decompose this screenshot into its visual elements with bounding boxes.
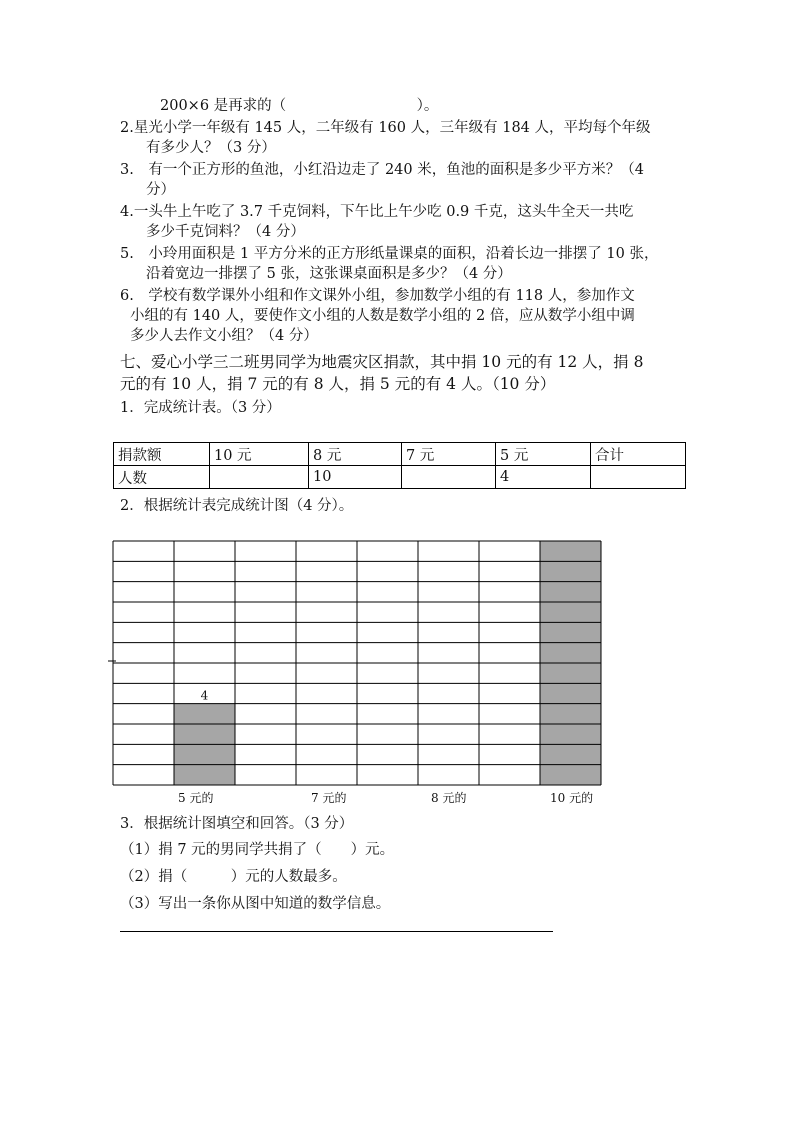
table-cell: 人数 bbox=[114, 466, 210, 489]
question-6-line-3: 多少人去作文小组？（4 分） bbox=[130, 328, 318, 344]
question-1-tail: 200×6 是再求的（ ）。 bbox=[160, 98, 439, 114]
question-3-2: （2）捐（ ）元的人数最多。 bbox=[120, 869, 347, 885]
data-label: 4 bbox=[200, 688, 209, 703]
table-cell: 10 元 bbox=[210, 443, 309, 466]
section-7-line-1: 七、爱心小学三二班男同学为地震灾区捐款，其中捐 10 元的有 12 人，捐 8 bbox=[120, 353, 644, 371]
question-3-1: （1）捐 7 元的男同学共捐了（ ）元。 bbox=[120, 842, 395, 858]
table-cell: 5 元 bbox=[496, 443, 591, 466]
question-5-line-2: 沿着宽边一排摆了 5 张，这张课桌面积是多少？（4 分） bbox=[146, 266, 512, 282]
question-6-line-1: 6. 学校有数学课外小组和作文课外小组，参加数学小组的有 118 人，参加作文 bbox=[120, 288, 635, 304]
x-axis-label: 5 元的 bbox=[178, 791, 214, 805]
table-cell bbox=[402, 466, 496, 489]
section-7-line-2: 元的有 10 人，捐 7 元的有 8 人，捐 5 元的有 4 人。（10 分） bbox=[120, 375, 556, 393]
question-6-line-2: 小组的有 140 人，要使作文小组的人数是数学小组的 2 倍，应从数学小组中调 bbox=[130, 308, 635, 324]
x-axis-label: 10 元的 bbox=[550, 791, 594, 805]
question-4-line-2: 多少千克饲料？（4 分） bbox=[146, 224, 305, 240]
statistics-table bbox=[113, 442, 686, 489]
table-cell: 合计 bbox=[591, 443, 686, 466]
table-cell bbox=[591, 466, 686, 489]
section-7-task-2: 2．根据统计表完成统计图（4 分）。 bbox=[120, 498, 354, 514]
question-5-line-1: 5. 小玲用面积是 1 平方分米的正方形纸量课桌的面积，沿着长边一排摆了 10 张， bbox=[120, 246, 659, 262]
x-axis-label: 7 元的 bbox=[311, 791, 347, 805]
question-4-line-1: 4.一头牛上午吃了 3.7 千克饲料，下午比上午少吃 0.9 千克，这头牛全天一共吃 bbox=[120, 204, 634, 220]
table-header-row bbox=[114, 443, 686, 466]
table-cell: 10 bbox=[309, 466, 402, 489]
table-cell: 4 bbox=[496, 466, 591, 489]
question-3-line-1: 3. 有一个正方形的鱼池，小红沿边走了 240 米，鱼池的面积是多少平方米？（4 bbox=[120, 162, 644, 178]
table-cell: 7 元 bbox=[402, 443, 496, 466]
table-cell bbox=[210, 466, 309, 489]
x-axis-label: 8 元的 bbox=[431, 791, 467, 805]
section-7-task-1: 1．完成统计表。（3 分） bbox=[120, 400, 281, 416]
question-3-line-2: 分） bbox=[146, 182, 175, 198]
question-2-line-2: 有多少人？（3 分） bbox=[146, 140, 276, 156]
table-cell: 8 元 bbox=[309, 443, 402, 466]
question-2-line-1: 2.星光小学一年级有 145 人，二年级有 160 人，三年级有 184 人，平均每个年级 bbox=[120, 120, 651, 136]
section-7-task-3: 3．根据统计图填空和回答。（3 分） bbox=[120, 816, 354, 832]
question-3-3: （3）写出一条你从图中知道的数学信息。 bbox=[120, 896, 391, 912]
table-row bbox=[114, 466, 686, 489]
table-cell: 捐款额 bbox=[114, 443, 210, 466]
bar-chart-grid bbox=[112, 539, 602, 787]
answer-line bbox=[120, 931, 553, 932]
axis-tick-mark bbox=[108, 660, 116, 662]
